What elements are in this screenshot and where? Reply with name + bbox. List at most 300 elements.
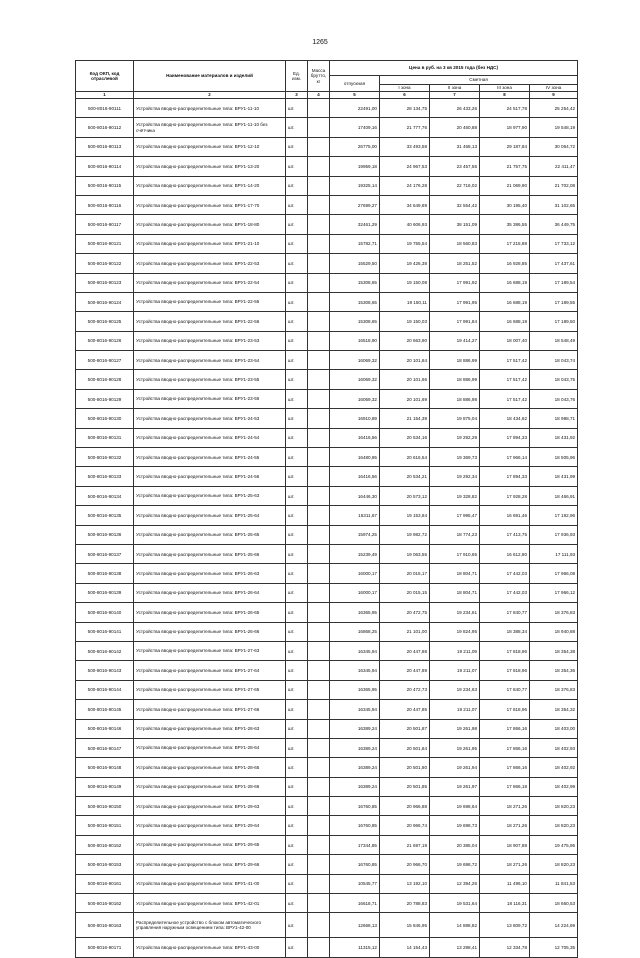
item-name: Устройства вводно-распределительные типа: ВРУ1-26-63 [134,564,286,583]
item-mass [308,938,330,957]
item-unit: шт. [286,700,308,719]
item-mass [308,176,330,195]
item-name: Устройства вводно-распределительные типа: ВРУ1-23-54 [134,351,286,370]
table-row [76,700,578,719]
item-unit: шт. [286,680,308,699]
release-price: 16365,95 [330,680,380,699]
item-unit: шт. [286,738,308,757]
release-price: 27699,27 [330,195,380,214]
zone-1-price: 28 134,75 [380,99,430,118]
item-code: 500-8016-90143 [76,661,134,680]
zone-3-price: 17 517,42 [480,351,530,370]
zone-2-price: 19 292,29 [430,428,480,447]
table-row [76,641,578,660]
item-mass [308,389,330,408]
item-code: 500-8016-90140 [76,603,134,622]
item-unit: шт. [286,719,308,738]
item-mass [308,738,330,757]
item-unit: шт. [286,661,308,680]
release-price: 15974,25 [330,525,380,544]
item-unit: шт. [286,874,308,893]
column-number: 2 [134,92,286,99]
table-row [76,215,578,234]
table-body [76,99,578,958]
item-unit: шт. [286,603,308,622]
release-price: 15308,65 [330,312,380,331]
zone-1-price: 20 966,74 [380,816,430,835]
table-row [76,486,578,505]
item-mass [308,544,330,563]
item-code: 500-8016-90113 [76,137,134,156]
item-mass [308,448,330,467]
release-price: 16345,94 [330,700,380,719]
item-name: Устройства вводно-распределительные типа: ВРУ1-26-64 [134,583,286,602]
item-code: 500-8016-90150 [76,797,134,816]
zone-4-price: 17 189,54 [530,273,578,292]
zone-4-price: 17 966,12 [530,583,578,602]
item-unit: шт. [286,215,308,234]
table-row [76,312,578,331]
release-price: 16365,95 [330,603,380,622]
zone-3-price: 17 517,42 [480,370,530,389]
header-zone-3: III зона [480,85,530,92]
item-mass [308,777,330,796]
release-price: 19959,18 [330,157,380,176]
release-price: 16416,56 [330,428,380,447]
table-row [76,428,578,447]
zone-1-price: 13 192,10 [380,874,430,893]
item-code: 500-8016-90132 [76,448,134,467]
table-row [76,874,578,893]
item-mass [308,816,330,835]
item-code: 500-8016-90133 [76,467,134,486]
item-mass [308,700,330,719]
item-unit: шт. [286,176,308,195]
zone-4-price: 11 841,53 [530,874,578,893]
zone-2-price: 19 531,64 [430,894,480,913]
item-name: Устройства вводно-распределительные типа: ВРУ1-13-20 [134,157,286,176]
item-name: Устройства вводно-распределительные типа: ВРУ1-29-64 [134,816,286,835]
zone-2-price: 19 261,98 [430,719,480,738]
item-code: 500-8016-90115 [76,176,134,195]
zone-2-price: 19 261,95 [430,738,480,757]
zone-4-price: 17 189,55 [530,292,578,311]
item-name: Устройства вводно-распределительные типа: ВРУ1-29-66 [134,855,286,874]
table-row [76,564,578,583]
zone-3-price: 12 334,78 [480,938,530,957]
zone-4-price: 18 376,83 [530,680,578,699]
table-header [76,61,578,99]
table-row [76,816,578,835]
item-name: Устройства вводно-распределительные типа: ВРУ1-25-63 [134,486,286,505]
item-name: Устройства вводно-распределительные типа: ВРУ1-11-10 [134,99,286,118]
release-price: 16446,30 [330,486,380,505]
zone-3-price: 18 271,26 [480,855,530,874]
zone-4-price: 18 403,00 [530,719,578,738]
zone-1-price: 20 101,84 [380,351,430,370]
item-code: 500-8016-90111 [76,99,134,118]
item-unit: шт. [286,99,308,118]
item-name: Устройства вводно-распределительные типа: ВРУ1-28-64 [134,738,286,757]
zone-3-price: 17 442,03 [480,564,530,583]
release-price: 16910,89 [330,409,380,428]
item-code: 500-8016-90126 [76,331,134,350]
item-mass [308,370,330,389]
zone-4-price: 18 402,93 [530,738,578,757]
release-price: 12668,13 [330,913,380,938]
table-row [76,370,578,389]
item-unit: шт. [286,835,308,854]
item-mass [308,797,330,816]
item-code: 500-8016-90171 [76,938,134,957]
item-code: 500-8016-90148 [76,758,134,777]
zone-3-price: 18 388,34 [480,622,530,641]
release-price: 16389,24 [330,758,380,777]
zone-4-price: 18 043,75 [530,370,578,389]
zone-3-price: 13 809,72 [480,913,530,938]
zone-1-price: 20 501,85 [380,777,430,796]
table-row [76,176,578,195]
table-row [76,351,578,370]
table-row [76,157,578,176]
zone-1-price: 20 101,69 [380,389,430,408]
item-mass [308,234,330,253]
zone-2-price: 19 234,63 [430,680,480,699]
item-code: 500-8016-90124 [76,292,134,311]
zone-1-price: 14 154,43 [380,938,430,957]
zone-4-price: 17 733,12 [530,234,578,253]
column-number: 4 [308,92,330,99]
zone-1-price: 20 447,85 [380,700,430,719]
item-code: 500-8016-90114 [76,157,134,176]
zone-1-price: 21 101,00 [380,622,430,641]
item-name: Устройства вводно-распределительные типа: ВРУ1-41-00 [134,874,286,893]
zone-4-price: 14 224,69 [530,913,578,938]
item-code: 500-8016-90137 [76,544,134,563]
zone-4-price: 36 449,75 [530,215,578,234]
table-row [76,603,578,622]
zone-1-price: 20 616,54 [380,448,430,467]
item-name: Устройства вводно-распределительные типа: ВРУ1-11-10 без счётчика [134,118,286,137]
item-mass [308,835,330,854]
item-code: 500-8016-90122 [76,254,134,273]
release-price: 16480,95 [330,448,380,467]
zone-1-price: 19 063,55 [380,544,430,563]
item-code: 500-8016-90151 [76,816,134,835]
item-code: 500-8016-90162 [76,894,134,913]
zone-1-price: 19 153,84 [380,506,430,525]
item-mass [308,680,330,699]
zone-4-price: 17 189,50 [530,312,578,331]
item-unit: шт. [286,370,308,389]
item-unit: шт. [286,641,308,660]
item-name: Устройства вводно-распределительные типа: ВРУ1-27-65 [134,680,286,699]
item-name: Устройства вводно-распределительные типа: ВРУ1-25-65 [134,525,286,544]
zone-3-price: 16 691,46 [480,506,530,525]
zone-3-price: 35 386,55 [480,215,530,234]
zone-3-price: 17 517,42 [480,389,530,408]
zone-3-price: 18 977,90 [480,118,530,137]
zone-2-price: 19 211,09 [430,641,480,660]
zone-1-price: 21 777,76 [380,118,430,137]
item-name: Устройства вводно-распределительные типа: ВРУ1-24-53 [134,409,286,428]
header-code: Код ОКП, код отраслевой [76,61,134,92]
zone-3-price: 16 688,19 [480,273,530,292]
zone-2-price: 13 298,41 [430,938,480,957]
zone-3-price: 21 069,90 [480,176,530,195]
item-code: 500-8016-90130 [76,409,134,428]
release-price: 16345,94 [330,641,380,660]
item-unit: шт. [286,855,308,874]
table-row [76,99,578,118]
column-number-row [76,92,578,99]
zone-4-price: 31 102,65 [530,195,578,214]
item-name: Устройства вводно-распределительные типа: ВРУ1-24-54 [134,428,286,447]
zone-2-price: 19 698,64 [430,797,480,816]
zone-4-price: 18 354,38 [530,641,578,660]
zone-2-price: 19 211,07 [430,661,480,680]
item-name: Устройства вводно-распределительные типа: ВРУ1-28-65 [134,758,286,777]
item-name: Устройства вводно-распределительные типа: ВРУ1-28-66 [134,777,286,796]
zone-4-price: 17 111,93 [530,544,578,563]
release-price: 19325,14 [330,176,380,195]
item-unit: шт. [286,234,308,253]
item-unit: шт. [286,486,308,505]
table-row [76,409,578,428]
table-row [76,758,578,777]
item-mass [308,641,330,660]
item-unit: шт. [286,292,308,311]
item-mass [308,583,330,602]
item-mass [308,622,330,641]
zone-1-price: 20 573,12 [380,486,430,505]
item-unit: шт. [286,137,308,156]
table-row [76,331,578,350]
zone-1-price: 20 015,15 [380,583,430,602]
item-code: 500-8016-90123 [76,273,134,292]
header-zone-1: I зона [380,85,430,92]
table-row [76,797,578,816]
zone-4-price: 12 705,35 [530,938,578,957]
table-row [76,389,578,408]
item-code: 500-8016-90142 [76,641,134,660]
zone-1-price: 19 426,38 [380,254,430,273]
item-mass [308,758,330,777]
item-name: Устройства вводно-распределительные типа: ВРУ1-27-64 [134,661,286,680]
zone-3-price: 17 215,88 [480,234,530,253]
column-number: 3 [286,92,308,99]
zone-4-price: 19 548,19 [530,118,578,137]
zone-3-price: 17 818,96 [480,700,530,719]
item-unit: шт. [286,409,308,428]
item-unit: шт. [286,428,308,447]
item-name: Устройства вводно-распределительные типа: ВРУ1-24-56 [134,467,286,486]
zone-2-price: 18 804,71 [430,564,480,583]
release-price: 16868,25 [330,622,380,641]
release-price: 15308,65 [330,292,380,311]
zone-1-price: 34 649,89 [380,195,430,214]
column-number: 9 [530,92,578,99]
zone-4-price: 21 702,08 [530,176,578,195]
column-number: 1 [76,92,134,99]
zone-1-price: 20 501,80 [380,758,430,777]
item-unit: шт. [286,351,308,370]
zone-3-price: 17 840,77 [480,680,530,699]
item-mass [308,292,330,311]
item-name: Устройства вводно-распределительные типа: ВРУ1-21-10 [134,234,286,253]
item-mass [308,409,330,428]
zone-2-price: 26 433,26 [430,99,480,118]
item-code: 500-8016-90153 [76,855,134,874]
item-mass [308,137,330,156]
zone-3-price: 16 688,19 [480,312,530,331]
item-code: 500-8016-90147 [76,738,134,757]
header-release-price: отпускная [330,76,380,92]
zone-3-price: 21 757,75 [480,157,530,176]
zone-2-price: 18 804,71 [430,583,480,602]
item-code: 500-8016-90131 [76,428,134,447]
item-mass [308,331,330,350]
table-row [76,467,578,486]
release-price: 15782,71 [330,234,380,253]
item-unit: шт. [286,312,308,331]
item-mass [308,913,330,938]
item-mass [308,195,330,214]
item-unit: шт. [286,254,308,273]
zone-2-price: 19 328,82 [430,486,480,505]
zone-2-price: 19 698,72 [430,855,480,874]
item-code: 500-8016-90149 [76,777,134,796]
item-mass [308,312,330,331]
zone-1-price: 20 534,16 [380,428,430,447]
release-price: 16618,71 [330,894,380,913]
zone-2-price: 20 385,04 [430,835,480,854]
zone-2-price: 17 995,47 [430,506,480,525]
zone-3-price: 17 866,16 [480,738,530,757]
item-unit: шт. [286,525,308,544]
item-name: Устройства вводно-распределительные типа: ВРУ1-27-66 [134,700,286,719]
item-name: Устройства вводно-распределительные типа: ВРУ1-23-56 [134,389,286,408]
item-name: Устройства вводно-распределительные типа: ВРУ1-28-63 [134,719,286,738]
header-unit: Ед. изм. [286,61,308,92]
zone-3-price: 17 894,33 [480,428,530,447]
item-mass [308,273,330,292]
zone-1-price: 19 150,03 [380,312,430,331]
table-row [76,777,578,796]
table-row [76,448,578,467]
zone-2-price: 18 886,98 [430,389,480,408]
item-unit: шт. [286,894,308,913]
item-name: Устройства вводно-распределительные типа: ВРУ1-27-63 [134,641,286,660]
zone-2-price: 19 234,61 [430,603,480,622]
item-mass [308,118,330,137]
zone-1-price: 20 472,73 [380,680,430,699]
zone-1-price: 20 501,87 [380,719,430,738]
table-row [76,544,578,563]
release-price: 17409,16 [330,118,380,137]
release-price: 16389,24 [330,719,380,738]
zone-3-price: 29 187,84 [480,137,530,156]
table-row [76,254,578,273]
zone-2-price: 19 414,27 [430,331,480,350]
release-price: 15311,67 [330,506,380,525]
header-mass: Масса брутто, кг [308,61,330,92]
item-unit: шт. [286,816,308,835]
zone-2-price: 19 292,34 [430,467,480,486]
item-code: 500-8016-90125 [76,312,134,331]
zone-4-price: 18 431,92 [530,428,578,447]
zone-2-price: 19 369,73 [430,448,480,467]
item-code: 500-8016-90117 [76,215,134,234]
item-name: Устройства вводно-распределительные типа: ВРУ1-17-70 [134,195,286,214]
zone-1-price: 20 966,88 [380,797,430,816]
item-name: Устройства вводно-распределительные типа: ВРУ1-18-80 [134,215,286,234]
item-name: Устройства вводно-распределительные типа: ВРУ1-23-53 [134,331,286,350]
item-unit: шт. [286,273,308,292]
zone-4-price: 18 402,99 [530,777,578,796]
table-row [76,738,578,757]
item-code: 500-8016-90136 [76,525,134,544]
item-unit: шт. [286,118,308,137]
item-code: 500-8016-90129 [76,389,134,408]
item-code: 500-8016-90145 [76,700,134,719]
zone-4-price: 17 437,61 [530,254,578,273]
zone-4-price: 25 254,42 [530,99,578,118]
item-name: Устройства вводно-распределительные типа: ВРУ1-22-56 [134,312,286,331]
table-row [76,506,578,525]
item-mass [308,428,330,447]
zone-4-price: 18 548,49 [530,331,578,350]
column-number: 7 [430,92,480,99]
zone-4-price: 18 505,96 [530,448,578,467]
item-name: Устройства вводно-распределительные типа: ВРУ1-29-65 [134,835,286,854]
zone-3-price: 17 866,16 [480,719,530,738]
zone-4-price: 22 411,47 [530,157,578,176]
zone-1-price: 15 846,95 [380,913,430,938]
zone-2-price: 14 888,82 [430,913,480,938]
release-price: 16000,17 [330,564,380,583]
release-price: 16760,85 [330,797,380,816]
table-row [76,719,578,738]
release-price: 16760,85 [330,855,380,874]
item-name: Устройства вводно-распределительные типа: ВРУ1-14-20 [134,176,286,195]
price-table [75,60,578,958]
release-price: 15529,50 [330,254,380,273]
zone-4-price: 18 431,99 [530,467,578,486]
item-code: 500-8016-90139 [76,583,134,602]
item-mass [308,351,330,370]
zone-1-price: 20 015,17 [380,564,430,583]
item-code: 500-8016-90121 [76,234,134,253]
table-row [76,195,578,214]
item-name: Устройства вводно-распределительные типа: ВРУ1-25-66 [134,544,286,563]
item-unit: шт. [286,938,308,957]
item-mass [308,719,330,738]
item-name: Устройства вводно-распределительные типа: ВРУ1-12-10 [134,137,286,156]
zone-3-price: 17 442,03 [480,583,530,602]
release-price: 16000,17 [330,583,380,602]
item-code: 500-8016-90127 [76,351,134,370]
item-unit: шт. [286,506,308,525]
zone-4-price: 18 043,76 [530,389,578,408]
zone-2-price: 31 468,13 [430,137,480,156]
zone-4-price: 18 988,71 [530,409,578,428]
header-name: Наименование материалов и изделий [134,61,286,92]
zone-4-price: 18 820,23 [530,855,578,874]
item-code: 500-8016-90128 [76,370,134,389]
item-unit: шт. [286,544,308,563]
item-unit: шт. [286,777,308,796]
